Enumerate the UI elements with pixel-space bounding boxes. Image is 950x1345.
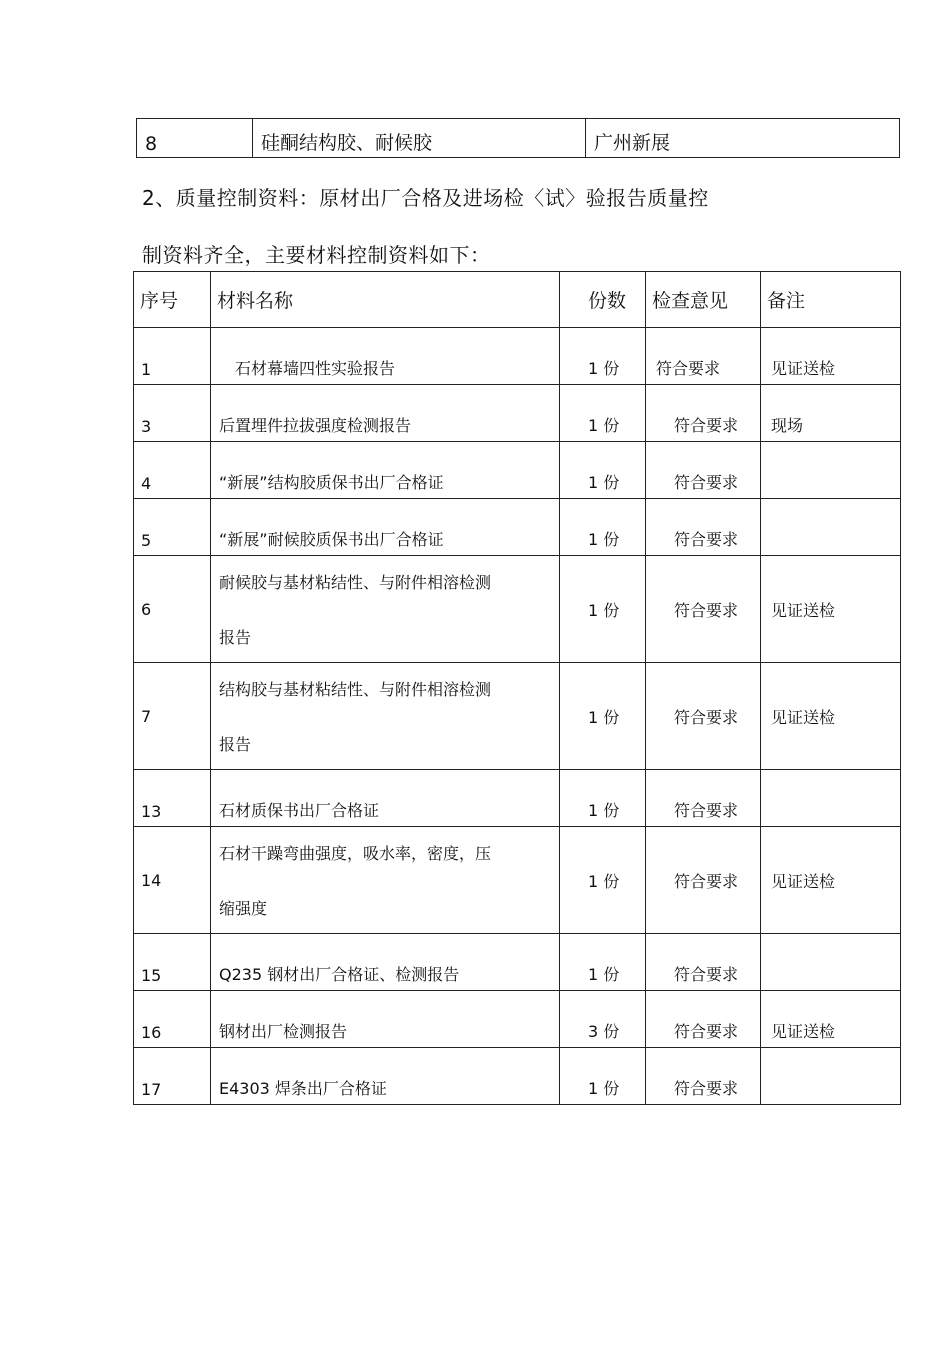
- row-note: [761, 1048, 901, 1105]
- row-check-result: 符合要求: [646, 1048, 761, 1105]
- row-check-result: 符合要求: [646, 991, 761, 1048]
- row-count: 1 份: [560, 328, 646, 385]
- supplier-table: [136, 118, 900, 158]
- row-material-name: [211, 827, 560, 934]
- table-header-row: [134, 272, 901, 328]
- row-note: [761, 770, 901, 827]
- row-check-result: 符合要求: [646, 442, 761, 499]
- row-check-result: 符合要求: [646, 663, 761, 770]
- table-row: [134, 556, 901, 663]
- row-note: 见证送检: [761, 328, 901, 385]
- row-seq: 15: [134, 934, 211, 991]
- header-name: 材料名称: [211, 272, 560, 328]
- row-check-result: 符合要求: [646, 328, 761, 385]
- row-check-result: 符合要求: [646, 827, 761, 934]
- row-check-result: 符合要求: [646, 934, 761, 991]
- header-note: 备注: [761, 272, 901, 328]
- table-row: [134, 770, 901, 827]
- row-count: 1 份: [560, 1048, 646, 1105]
- row-note: 见证送检: [761, 991, 901, 1048]
- header-check: 检查意见: [646, 272, 761, 328]
- row-material-name: [211, 328, 560, 385]
- row-material-name: [211, 934, 560, 991]
- row-note: [761, 442, 901, 499]
- row-material-name: [211, 770, 560, 827]
- material-name-line: 石材干躁弯曲强度，吸水率，密度，压: [219, 844, 492, 863]
- row-count: 1 份: [560, 827, 646, 934]
- material-name-line: 石材质保书出厂合格证: [219, 801, 380, 820]
- material-name-line: 缩强度: [219, 899, 268, 918]
- material-name-line: Q235 钢材出厂合格证、检测报告: [219, 965, 460, 984]
- row-material-name: [211, 663, 560, 770]
- table-row: [134, 442, 901, 499]
- row-check-result: 符合要求: [646, 556, 761, 663]
- table-row: [134, 827, 901, 934]
- paragraph-line: 2、质量控制资料：原材出厂合格及进场检〈试〉验报告质量控: [142, 186, 709, 210]
- table-row: [134, 385, 901, 442]
- row-seq: 3: [134, 385, 211, 442]
- row-seq: 5: [134, 499, 211, 556]
- material-name-line: “新展”耐候胶质保书出厂合格证: [219, 530, 444, 549]
- material-name-line: “新展”结构胶质保书出厂合格证: [219, 473, 444, 492]
- material-name-line: 钢材出厂检测报告: [219, 1022, 348, 1041]
- row-count: 1 份: [560, 442, 646, 499]
- row-material-name: [211, 442, 560, 499]
- table-row: [137, 119, 900, 158]
- row-material-name: [211, 556, 560, 663]
- material-name-line: 报告: [219, 628, 252, 647]
- row-count: 1 份: [560, 770, 646, 827]
- row-check-result: 符合要求: [646, 499, 761, 556]
- row-count: 1 份: [560, 934, 646, 991]
- row-note: [761, 499, 901, 556]
- table-row: [134, 328, 901, 385]
- row-seq: 4: [134, 442, 211, 499]
- material-name: 硅酮结构胶、耐候胶: [253, 119, 586, 158]
- row-seq: 1: [134, 328, 211, 385]
- paragraph-line: 制资料齐全，主要材料控制资料如下：: [142, 243, 491, 267]
- material-name-line: 报告: [219, 735, 252, 754]
- row-count: 1 份: [560, 499, 646, 556]
- material-name-line: 结构胶与基材粘结性、与附件相溶检测: [219, 680, 492, 699]
- row-note: 现场: [761, 385, 901, 442]
- row-count: 1 份: [560, 556, 646, 663]
- material-name-line: 石材幕墙四性实验报告: [219, 359, 396, 378]
- row-check-result: 符合要求: [646, 385, 761, 442]
- row-material-name: [211, 499, 560, 556]
- table-row: [134, 934, 901, 991]
- table-row: [134, 1048, 901, 1105]
- header-count: 份数: [560, 272, 646, 328]
- row-check-result: 符合要求: [646, 770, 761, 827]
- material-name-line: 耐候胶与基材粘结性、与附件相溶检测: [219, 573, 492, 592]
- row-seq: 13: [134, 770, 211, 827]
- row-count: 3 份: [560, 991, 646, 1048]
- materials-table: [133, 271, 901, 1105]
- row-note: 见证送检: [761, 556, 901, 663]
- table-row: [134, 991, 901, 1048]
- row-note: [761, 934, 901, 991]
- row-note: 见证送检: [761, 827, 901, 934]
- material-name-line: E4303 焊条出厂合格证: [219, 1079, 387, 1098]
- row-count: 1 份: [560, 663, 646, 770]
- row-count: 1 份: [560, 385, 646, 442]
- row-number: 8: [137, 119, 253, 158]
- row-seq: 17: [134, 1048, 211, 1105]
- row-material-name: [211, 385, 560, 442]
- row-material-name: [211, 1048, 560, 1105]
- row-material-name: [211, 991, 560, 1048]
- table-row: [134, 663, 901, 770]
- material-name-line: 后置埋件拉拔强度检测报告: [219, 416, 412, 435]
- row-note: 见证送检: [761, 663, 901, 770]
- row-seq: 14: [134, 827, 211, 934]
- row-seq: 7: [134, 663, 211, 770]
- brand-name: 广州新展: [586, 119, 900, 158]
- table-row: [134, 499, 901, 556]
- row-seq: 6: [134, 556, 211, 663]
- header-seq: 序号: [134, 272, 211, 328]
- row-seq: 16: [134, 991, 211, 1048]
